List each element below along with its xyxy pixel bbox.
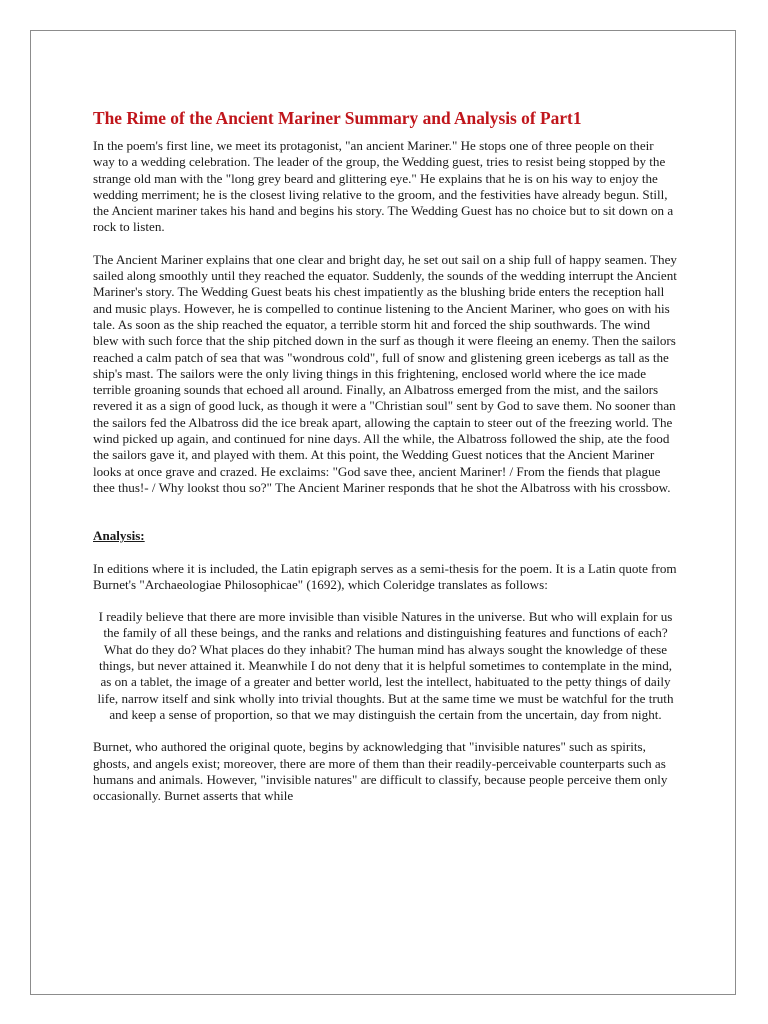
- section-spacer: [93, 512, 678, 528]
- page-title: The Rime of the Ancient Mariner Summary and Analysis of Part1: [93, 108, 582, 128]
- analysis-heading: Analysis:: [93, 528, 145, 544]
- analysis-closing-paragraph: Burnet, who authored the original quote, begins by acknowledging that "invisible natures" such as spirits, ghosts, and angels exist; moreover, there are more of them than their readily-perceivable counterparts such as humans and animals. However, "invisible natures" are difficult to classify, because people perceive them only occasionally. Burnet asserts that while: [93, 739, 668, 804]
- summary-paragraph-1: In the poem's first line, we meet its protagonist, "an ancient Mariner." He stops one of three people on their way to a wedding celebration. The leader of the group, the Wedding guest, tries to resist being stopped by the strange old man with the "long grey beard and glittering eye." He explains that he is on his way to enjoy the wedding merriment; he is the closest living relative to the groom, and the festivities have already begun. Still, the Ancient mariner takes his hand and begins his story. The Wedding Guest has no choice but to sit down on a rock to listen.: [93, 138, 674, 235]
- summary-paragraph-2: The Ancient Mariner explains that one clear and bright day, he set out sail on a ship full of happy seamen. They sailed along smoothly until they reached the equator. Suddenly, the sounds of the wedding interrupt the Ancient Mariner's story. The Wedding Guest beats his chest impatiently as the blushing bride enters the reception hall and music plays. However, he is compelled to continue listening to the Ancient Mariner, who goes on with his tale. As soon as the ship reached the equator, a terrible storm hit and forced the ship southwards. The wind blew with such force that the ship pitched down in the surf as though it were fleeing an enemy. Then the sailors reached a calm patch of sea that was "wondrous cold", full of snow and glistening green icebergs as tall as the ship's mast. The sailors were the only living things in this frightening, enclosed world where the ice made terrible groaning sounds that echoed all around. Finally, an Albatross emerged from the mist, and the sailors revered it as a sign of good luck, as though it were a "Christian soul" sent by God to save them. No sooner than the sailors fed the Albatross did the ice break apart, allowing the captain to steer out of the freezing world. The wind picked up again, and continued for nine days. All the while, the Albatross followed the ship, ate the food the sailors gave it, and played with them. At this point, the Wedding Guest notices that the Ancient Mariner looks at once grave and crazed. He exclaims: "God save thee, ancient Mariner! / From the fiends that plague thee thus!- / Why lookst thou so?" The Ancient Mariner responds that he shot the Albatross with his crossbow.: [93, 251, 677, 495]
- document-body: [93, 108, 678, 820]
- block-quote: I readily believe that there are more invisible than visible Natures in the universe. But who will explain for us the family of all these beings, and the ranks and relations and distinguishing features and functions of each? What do they do? What places do they inhabit? The human mind has always sought the knowledge of these things, but never attained it. Meanwhile I do not deny that it is helpful sometimes to contemplate in the mind, as on a tablet, the image of a greater and better world, lest the intellect, habituated to the petty things of daily life, narrow itself and sink wholly into trivial thoughts. But at the same time we must be watchful for the truth and keep a sense of proportion, so that we may distinguish the certain from the uncertain, day from night.: [97, 609, 674, 722]
- analysis-intro-paragraph: In editions where it is included, the Latin epigraph serves as a semi-thesis for the poem. It is a Latin quote from Burnet's "Archaeologiae Philosophicae" (1692), which Coleridge translates as follows:: [93, 560, 677, 592]
